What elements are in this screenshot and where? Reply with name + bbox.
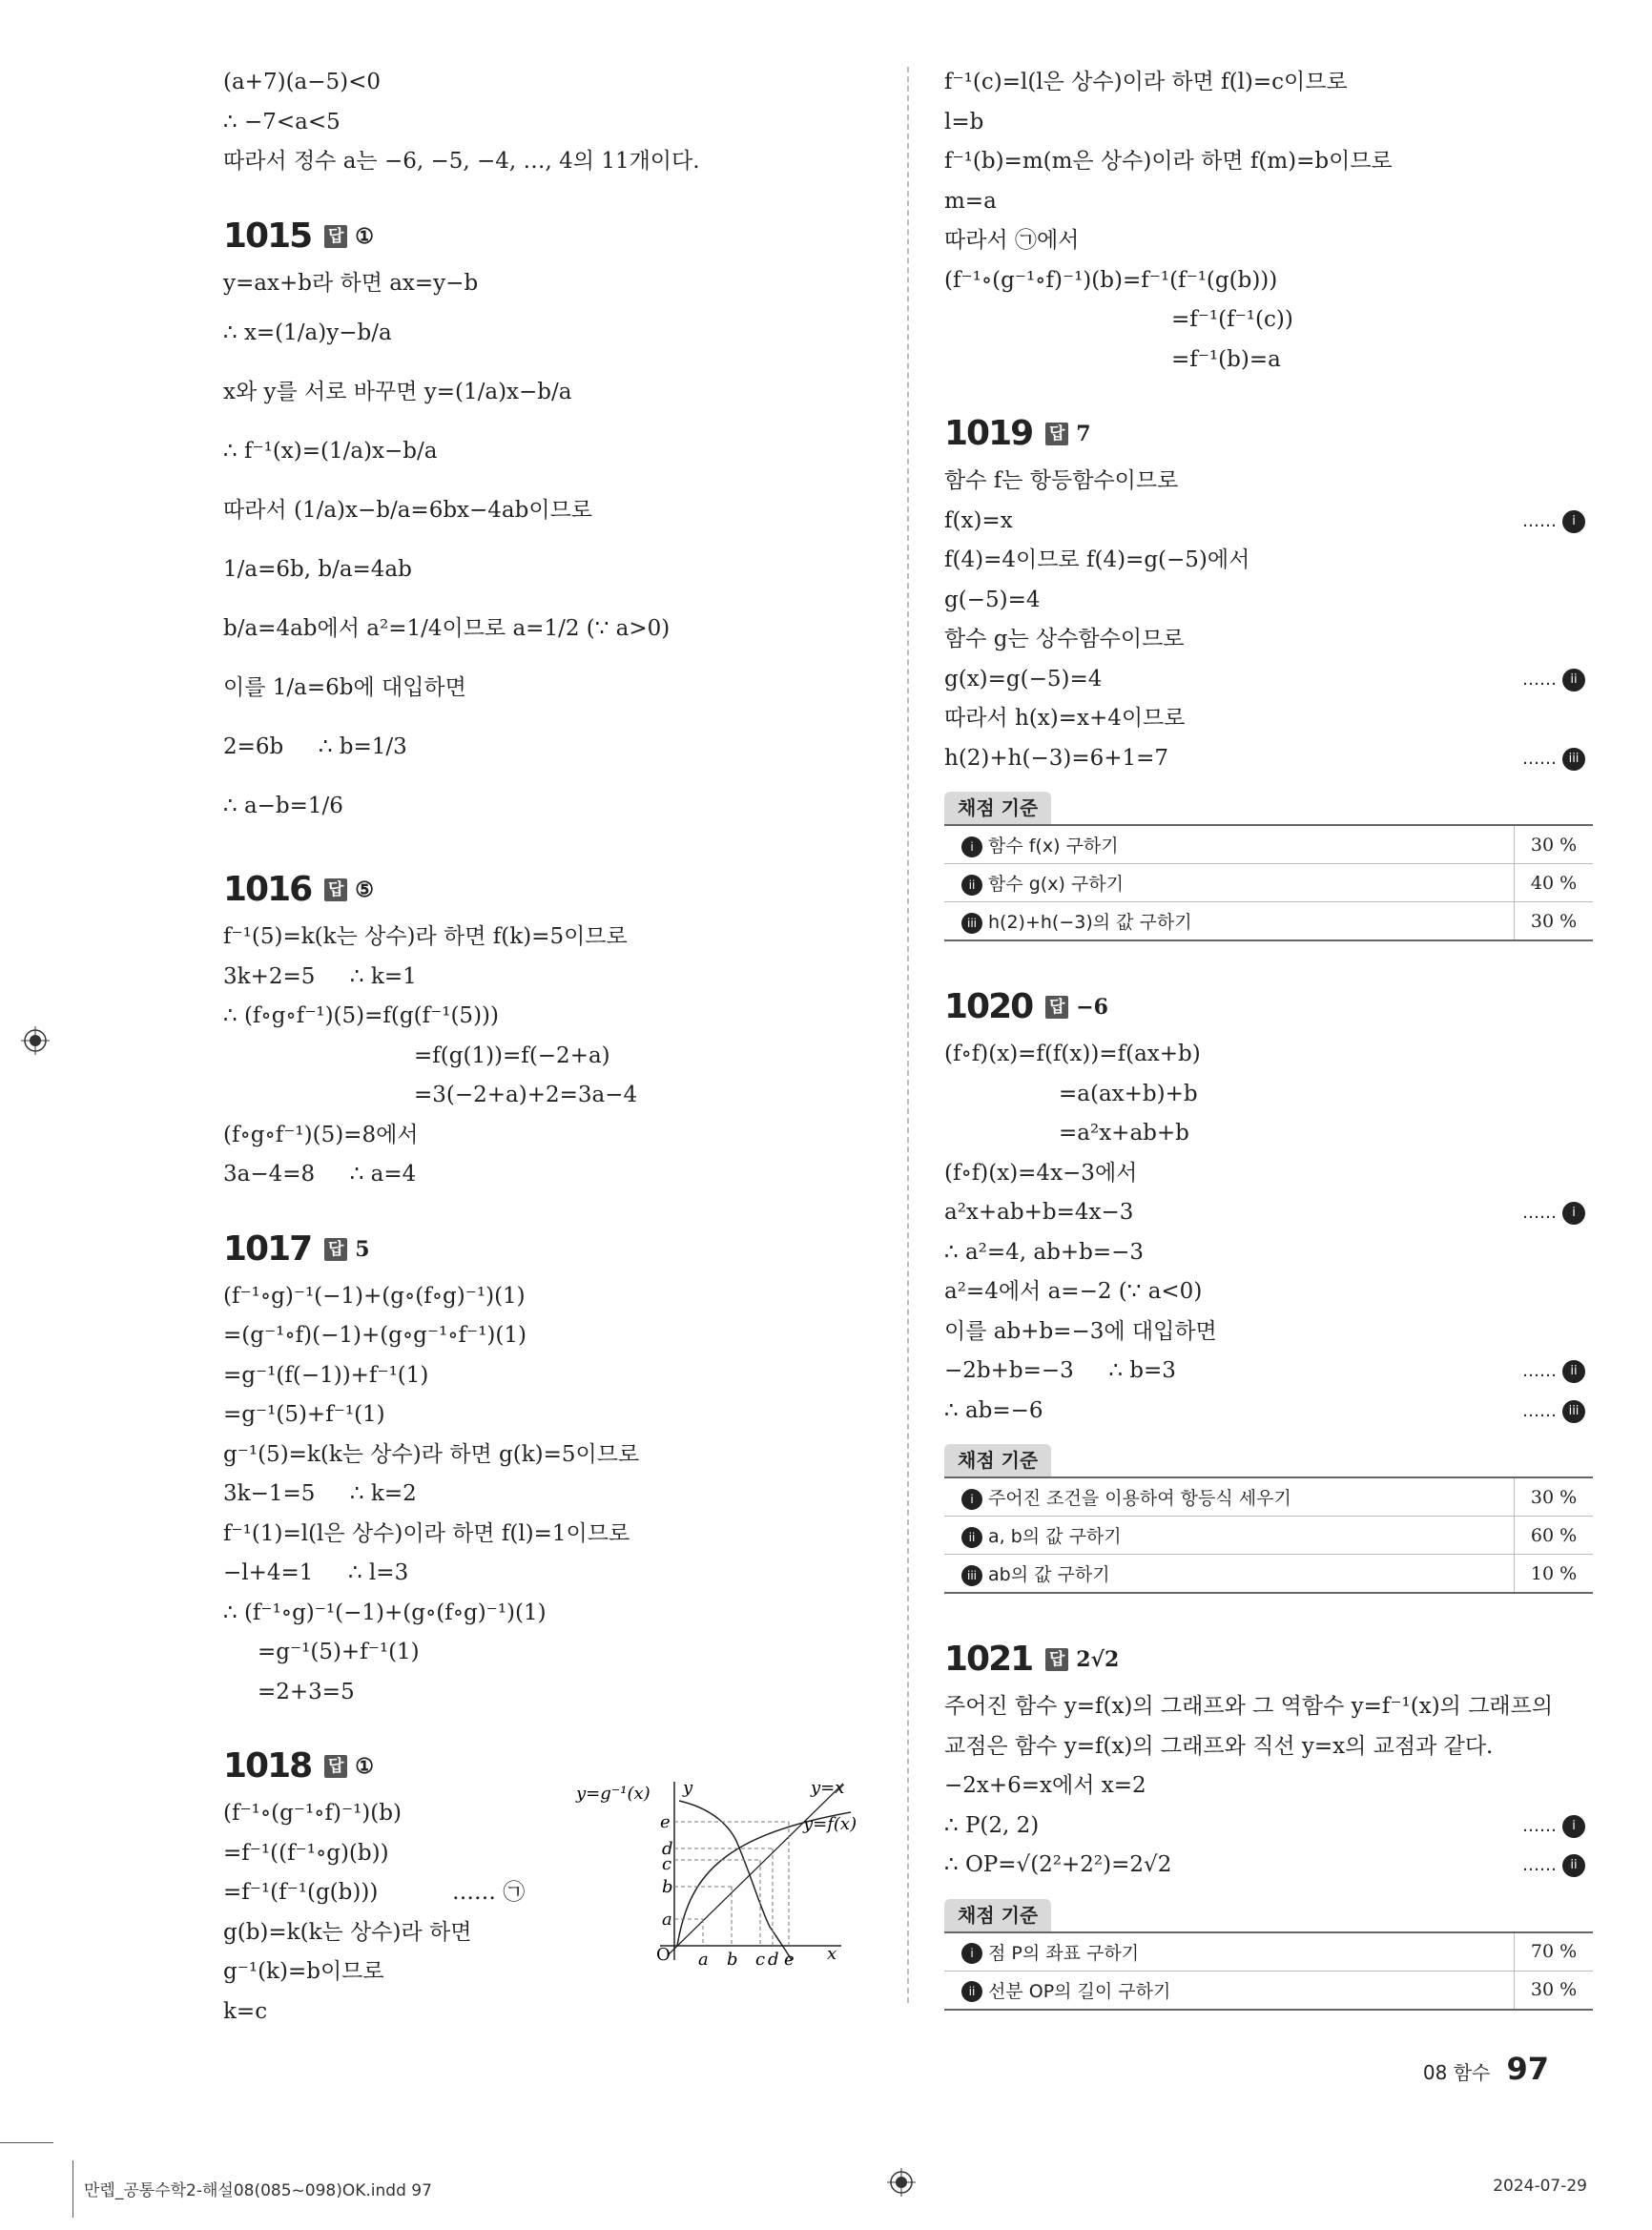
identity-line bbox=[668, 1784, 843, 1955]
text-line: (f⁻¹∘(g⁻¹∘f)⁻¹)(b) bbox=[223, 1801, 402, 1826]
x-tick-c: c bbox=[755, 1950, 766, 1970]
text-line: =f⁻¹(f⁻¹(c)) bbox=[1171, 307, 1293, 332]
step-marker bbox=[1522, 1352, 1585, 1392]
rubric-percent: 10 % bbox=[1515, 1555, 1594, 1594]
text-line bbox=[944, 1035, 1593, 1075]
step-marker bbox=[1522, 1392, 1585, 1432]
step-number-icon: ii bbox=[961, 1527, 982, 1548]
text-line bbox=[944, 660, 1593, 700]
text-line-content: 따라서 h(x)=x+4이므로 bbox=[944, 706, 1186, 731]
text-line: =3(−2+a)+2=3a−4 bbox=[414, 1083, 638, 1107]
problem-header-1020 bbox=[944, 980, 1593, 1035]
text-line-content: g(x)=g(−5)=4 bbox=[944, 666, 1103, 692]
text-line bbox=[944, 1846, 1593, 1886]
rubric-percent: 40 % bbox=[1515, 864, 1594, 902]
text-line bbox=[944, 541, 1593, 581]
problem-number: 1021 bbox=[944, 1640, 1033, 1679]
rubric-title: 채점 기준 bbox=[944, 1444, 1051, 1476]
function-graph-figure bbox=[565, 1765, 879, 1984]
step-number-icon: i bbox=[961, 1489, 982, 1510]
text-line-content: 이를 ab+b=−3에 대입하면 bbox=[944, 1318, 1217, 1344]
text-line-content: (f∘f)(x)=4x−3에서 bbox=[944, 1160, 1138, 1186]
text-line: g⁻¹(5)=k(k는 상수)라 하면 g(k)=5이므로 bbox=[223, 1441, 640, 1467]
answer-value: 5 bbox=[355, 1236, 370, 1262]
text-line bbox=[944, 1075, 1593, 1115]
text-line bbox=[944, 502, 1593, 542]
y-tick-c: c bbox=[662, 1854, 672, 1874]
y-tick-e: e bbox=[660, 1812, 671, 1832]
text-line: ∴ (f⁻¹∘g)⁻¹(−1)+(g∘(f∘g)⁻¹)(1) bbox=[223, 1600, 547, 1625]
step-number-icon: ii bbox=[961, 1981, 982, 2002]
crop-mark bbox=[0, 2142, 53, 2143]
rubric-criterion bbox=[944, 1555, 1515, 1594]
step-number-icon: i bbox=[1562, 1815, 1585, 1838]
step-number-icon: iii bbox=[1562, 748, 1585, 771]
answer-badge: 답 bbox=[1045, 1648, 1068, 1671]
problem-number: 1016 bbox=[223, 870, 312, 909]
text-line: 3k+2=5 ∴ k=1 bbox=[223, 963, 417, 989]
text-line bbox=[944, 1766, 1593, 1807]
rubric-percent: 30 % bbox=[1515, 825, 1594, 864]
text-line: ∴ x=(1/a)y−b/a bbox=[223, 320, 392, 345]
rubric-row bbox=[944, 1971, 1593, 2010]
rubric-criterion bbox=[944, 902, 1515, 941]
curve-inverse-label: y=g⁻¹(x) bbox=[576, 1784, 650, 1804]
crop-mark bbox=[72, 2160, 73, 2218]
answer-badge: 답 bbox=[1045, 996, 1068, 1019]
rubric-criterion-text: ab의 값 구하기 bbox=[988, 1564, 1110, 1585]
text-line: g⁻¹(k)=b이므로 bbox=[223, 1959, 384, 1984]
answer-badge: 답 bbox=[324, 225, 347, 248]
text-line: =f⁻¹((f⁻¹∘g)(b)) bbox=[223, 1840, 389, 1866]
rubric-row bbox=[944, 1932, 1593, 1972]
rubric-criterion bbox=[944, 1477, 1515, 1517]
text-line-content: a²x+ab+b=4x−3 bbox=[944, 1200, 1134, 1225]
rubric-criterion bbox=[944, 1971, 1515, 2010]
rubric-percent: 30 % bbox=[1515, 902, 1594, 941]
curve-f-label: y=f(x) bbox=[803, 1814, 857, 1834]
text-line: 이를 1/a=6b에 대입하면 bbox=[223, 675, 466, 700]
text-line: f⁻¹(1)=l(l은 상수)이라 하면 f(l)=1이므로 bbox=[223, 1520, 630, 1546]
text-line-content: 주어진 함수 y=f(x)의 그래프와 그 역함수 y=f⁻¹(x)의 그래프의 bbox=[944, 1694, 1554, 1719]
step-marker bbox=[1522, 739, 1585, 779]
answer-value: ① bbox=[355, 1754, 374, 1779]
x-tick-d: d bbox=[768, 1950, 779, 1970]
page-number: 97 bbox=[1506, 2051, 1549, 2087]
rubric-row bbox=[944, 825, 1593, 864]
rubric-criterion-text: 점 P의 좌표 구하기 bbox=[988, 1942, 1140, 1964]
answer-value: ① bbox=[355, 223, 374, 249]
right-column bbox=[944, 63, 1593, 2020]
text-line-content: f(4)=4이므로 f(4)=g(−5)에서 bbox=[944, 547, 1250, 572]
problem-number: 1015 bbox=[223, 216, 312, 256]
rubric-percent: 30 % bbox=[1515, 1477, 1594, 1517]
text-line: =g⁻¹(5)+f⁻¹(1) bbox=[223, 1402, 385, 1427]
rubric-row bbox=[944, 902, 1593, 941]
y-tick-a: a bbox=[662, 1910, 672, 1930]
text-line-content: 교점은 함수 y=f(x)의 그래프와 직선 y=x의 교점과 같다. bbox=[944, 1733, 1494, 1759]
rubric-table bbox=[944, 824, 1593, 941]
rubric-table bbox=[944, 1476, 1593, 1594]
rubric-criterion-text: 주어진 조건을 이용하여 항등식 세우기 bbox=[988, 1488, 1291, 1509]
step-number-icon: ii bbox=[1562, 669, 1585, 692]
solution-1019 bbox=[944, 462, 1593, 778]
solution-1021 bbox=[944, 1687, 1593, 1886]
problem-header-1021 bbox=[944, 1632, 1593, 1687]
problem-number: 1019 bbox=[944, 414, 1033, 453]
text-line-content: ∴ OP=√(2²+2²)=2√2 bbox=[944, 1852, 1172, 1877]
text-line: ∴ (f∘g∘f⁻¹)(5)=f(g(f⁻¹(5))) bbox=[223, 1003, 499, 1028]
text-line: k=c bbox=[223, 1998, 268, 2024]
text-line-content: =a²x+ab+b bbox=[1059, 1121, 1189, 1146]
text-line: x와 y를 서로 바꾸면 y=(1/a)x−b/a bbox=[223, 380, 572, 404]
reference-mark: …… ㉠ bbox=[452, 1880, 526, 1905]
text-line: l=b bbox=[944, 109, 984, 134]
y-tick-b: b bbox=[662, 1877, 673, 1897]
text-line bbox=[944, 1392, 1593, 1432]
text-line-content: =f⁻¹(f⁻¹(g(b))) bbox=[223, 1880, 379, 1905]
text-line: f⁻¹(5)=k(k는 상수)라 하면 f(k)=5이므로 bbox=[223, 924, 628, 949]
step-marker bbox=[1522, 1846, 1585, 1886]
step-number-icon: iii bbox=[961, 913, 982, 934]
answer-badge: 답 bbox=[1045, 423, 1068, 445]
text-line: ∴ f⁻¹(x)=(1/a)x−b/a bbox=[223, 439, 438, 464]
text-line: 따라서 (1/a)x−b/a=6bx−4ab이므로 bbox=[223, 498, 593, 523]
rubric-criterion-text: h(2)+h(−3)의 값 구하기 bbox=[988, 912, 1192, 933]
text-line: 2=6b ∴ b=1/3 bbox=[223, 734, 407, 759]
text-line-content: ∴ P(2, 2) bbox=[944, 1812, 1040, 1838]
problem-header-1019 bbox=[944, 406, 1593, 462]
step-marker-dots: …… bbox=[1522, 510, 1557, 531]
rubric-row bbox=[944, 864, 1593, 902]
step-marker-dots: …… bbox=[1522, 1400, 1557, 1421]
text-line: (f⁻¹∘(g⁻¹∘f)⁻¹)(b)=f⁻¹(f⁻¹(g(b))) bbox=[944, 267, 1278, 293]
rubric-1019 bbox=[944, 792, 1593, 941]
text-line bbox=[944, 581, 1593, 621]
problem-number: 1017 bbox=[223, 1229, 312, 1269]
text-line: m=a bbox=[944, 188, 997, 214]
text-line-content: h(2)+h(−3)=6+1=7 bbox=[944, 745, 1169, 771]
rubric-1021 bbox=[944, 1899, 1593, 2011]
text-line bbox=[944, 1727, 1593, 1767]
step-number-icon: i bbox=[1562, 510, 1585, 533]
text-line bbox=[944, 1352, 1593, 1392]
rubric-percent: 30 % bbox=[1515, 1971, 1594, 2010]
rubric-row bbox=[944, 1517, 1593, 1555]
print-date: 2024-07-29 bbox=[1493, 2177, 1587, 2196]
step-number-icon: i bbox=[961, 1943, 982, 1964]
answer-value: 7 bbox=[1076, 422, 1091, 446]
rubric-criterion bbox=[944, 1517, 1515, 1555]
text-line-content: −2b+b=−3 ∴ b=3 bbox=[944, 1358, 1176, 1383]
y-axis-label: y bbox=[683, 1778, 693, 1798]
problem-number: 1020 bbox=[944, 987, 1033, 1026]
rubric-criterion-text: 함수 f(x) 구하기 bbox=[988, 836, 1119, 857]
text-line-content: −2x+6=x에서 x=2 bbox=[944, 1773, 1146, 1798]
section-label: 08 함수 bbox=[1422, 2061, 1491, 2084]
left-column bbox=[223, 63, 891, 2032]
text-line: 3k−1=5 ∴ k=2 bbox=[223, 1481, 417, 1506]
text-line bbox=[944, 1193, 1593, 1233]
rubric-criterion bbox=[944, 864, 1515, 902]
text-line-content: a²=4에서 a=−2 (∵ a<0) bbox=[944, 1279, 1203, 1304]
text-line bbox=[944, 1154, 1593, 1194]
rubric-criterion bbox=[944, 825, 1515, 864]
page-footer bbox=[1423, 2051, 1549, 2087]
text-line bbox=[944, 1687, 1593, 1727]
rubric-percent: 70 % bbox=[1515, 1932, 1594, 1972]
text-line-content: ∴ a²=4, ab+b=−3 bbox=[944, 1239, 1145, 1265]
column-divider bbox=[907, 67, 909, 2003]
step-marker bbox=[1522, 1807, 1585, 1847]
step-number-icon: iii bbox=[1562, 1400, 1585, 1423]
step-number-icon: iii bbox=[961, 1565, 982, 1586]
text-line: =2+3=5 bbox=[258, 1679, 355, 1704]
text-line: ∴ a−b=1/6 bbox=[223, 794, 343, 818]
text-line: 따라서 정수 a는 −6, −5, −4, …, 4의 11개이다. bbox=[223, 149, 700, 174]
text-line bbox=[944, 699, 1593, 739]
file-slug: 만렙_공통수학2-해설08(085~098)OK.indd 97 bbox=[84, 2181, 432, 2200]
text-line-content: 함수 g는 상수함수이므로 bbox=[944, 627, 1185, 651]
text-line-content: g(−5)=4 bbox=[944, 587, 1041, 612]
answer-badge: 답 bbox=[324, 1755, 347, 1778]
x-tick-e: e bbox=[784, 1950, 795, 1970]
rubric-criterion bbox=[944, 1932, 1515, 1972]
rubric-percent: 60 % bbox=[1515, 1517, 1594, 1555]
step-marker-dots: …… bbox=[1522, 748, 1557, 769]
registration-mark-icon bbox=[21, 1026, 50, 1055]
answer-value: 2√2 bbox=[1076, 1647, 1120, 1672]
solution-1020 bbox=[944, 1035, 1593, 1431]
text-line-content: 함수 f는 항등함수이므로 bbox=[944, 468, 1179, 493]
step-marker bbox=[1522, 660, 1585, 700]
text-line bbox=[944, 620, 1593, 660]
text-line: =f(g(1))=f(−2+a) bbox=[414, 1043, 610, 1068]
text-line-content: =a(ax+b)+b bbox=[1059, 1081, 1198, 1106]
y-tick-d: d bbox=[662, 1839, 673, 1859]
step-marker-dots: …… bbox=[1522, 1815, 1557, 1836]
text-line: b/a=4ab에서 a²=1/4이므로 a=1/2 (∵ a>0) bbox=[223, 616, 671, 641]
text-line: ∴ −7<a<5 bbox=[223, 109, 341, 134]
text-line: y=ax+b라 하면 ax=y−b bbox=[223, 270, 479, 296]
answer-badge: 답 bbox=[324, 878, 347, 901]
text-line bbox=[944, 1233, 1593, 1273]
x-tick-a: a bbox=[698, 1950, 709, 1970]
step-number-icon: ii bbox=[1562, 1360, 1585, 1383]
rubric-criterion-text: 선분 OP의 길이 구하기 bbox=[988, 1980, 1171, 2002]
text-line bbox=[944, 1312, 1593, 1352]
problem-header-1016 bbox=[223, 862, 891, 918]
text-line: =f⁻¹(b)=a bbox=[1171, 346, 1281, 372]
text-line: g(b)=k(k는 상수)라 하면 bbox=[223, 1919, 472, 1945]
text-line: f⁻¹(c)=l(l은 상수)이라 하면 f(l)=c이므로 bbox=[944, 70, 1348, 94]
registration-mark-icon bbox=[887, 2168, 916, 2197]
text-line bbox=[944, 1807, 1593, 1847]
step-marker bbox=[1522, 1193, 1585, 1233]
problem-number: 1018 bbox=[223, 1746, 312, 1786]
text-line-content: (f∘f)(x)=f(f(x))=f(ax+b) bbox=[944, 1042, 1201, 1066]
text-line: 3a−4=8 ∴ a=4 bbox=[223, 1162, 417, 1187]
answer-badge: 답 bbox=[324, 1238, 347, 1261]
text-line: =g⁻¹(f(−1))+f⁻¹(1) bbox=[223, 1362, 429, 1388]
rubric-title: 채점 기준 bbox=[944, 792, 1051, 824]
step-marker-dots: …… bbox=[1522, 1361, 1557, 1381]
text-line: 따라서 ㉠에서 bbox=[944, 228, 1080, 253]
text-line: (a+7)(a−5)<0 bbox=[223, 70, 382, 94]
curve-inverse bbox=[679, 1801, 792, 1960]
step-number-icon: i bbox=[961, 836, 982, 857]
text-line: (f∘g∘f⁻¹)(5)=8에서 bbox=[223, 1122, 419, 1147]
rubric-row bbox=[944, 1555, 1593, 1594]
origin-label: O bbox=[656, 1945, 671, 1965]
text-line bbox=[944, 462, 1593, 502]
step-number-icon: ii bbox=[1562, 1854, 1585, 1877]
rubric-title: 채점 기준 bbox=[944, 1899, 1051, 1931]
text-line: f⁻¹(b)=m(m은 상수)이라 하면 f(m)=b이므로 bbox=[944, 149, 1393, 174]
step-marker-dots: …… bbox=[1522, 1855, 1557, 1875]
x-tick-b: b bbox=[727, 1950, 738, 1970]
step-number-icon: i bbox=[1562, 1202, 1585, 1225]
text-line: =(g⁻¹∘f)(−1)+(g∘g⁻¹∘f⁻¹)(1) bbox=[223, 1323, 527, 1348]
text-line: −l+4=1 ∴ l=3 bbox=[223, 1560, 409, 1585]
problem-header-1015 bbox=[223, 209, 891, 264]
problem-header-1017 bbox=[223, 1222, 891, 1277]
text-line: 1/a=6b, b/a=4ab bbox=[223, 557, 412, 582]
rubric-1020 bbox=[944, 1444, 1593, 1594]
step-number-icon: ii bbox=[961, 875, 982, 896]
text-line: =g⁻¹(5)+f⁻¹(1) bbox=[258, 1640, 420, 1664]
rubric-criterion-text: a, b의 값 구하기 bbox=[988, 1526, 1122, 1547]
text-line bbox=[944, 1272, 1593, 1312]
rubric-table bbox=[944, 1931, 1593, 2011]
text-line bbox=[944, 739, 1593, 779]
step-marker bbox=[1522, 502, 1585, 542]
answer-value: ⑤ bbox=[355, 878, 374, 902]
text-line bbox=[944, 1114, 1593, 1154]
answer-value: −6 bbox=[1076, 995, 1108, 1020]
step-marker-dots: …… bbox=[1522, 669, 1557, 690]
rubric-criterion-text: 함수 g(x) 구하기 bbox=[988, 874, 1124, 895]
guide-lines bbox=[674, 1822, 789, 1946]
step-marker-dots: …… bbox=[1522, 1203, 1557, 1223]
text-line: (f⁻¹∘g)⁻¹(−1)+(g∘(f∘g)⁻¹)(1) bbox=[223, 1283, 526, 1309]
identity-line-label: y=x bbox=[811, 1778, 845, 1798]
text-line-content: ∴ ab=−6 bbox=[944, 1397, 1043, 1423]
x-axis-label: x bbox=[827, 1944, 837, 1964]
text-line-content: f(x)=x bbox=[944, 507, 1013, 533]
rubric-row bbox=[944, 1477, 1593, 1517]
